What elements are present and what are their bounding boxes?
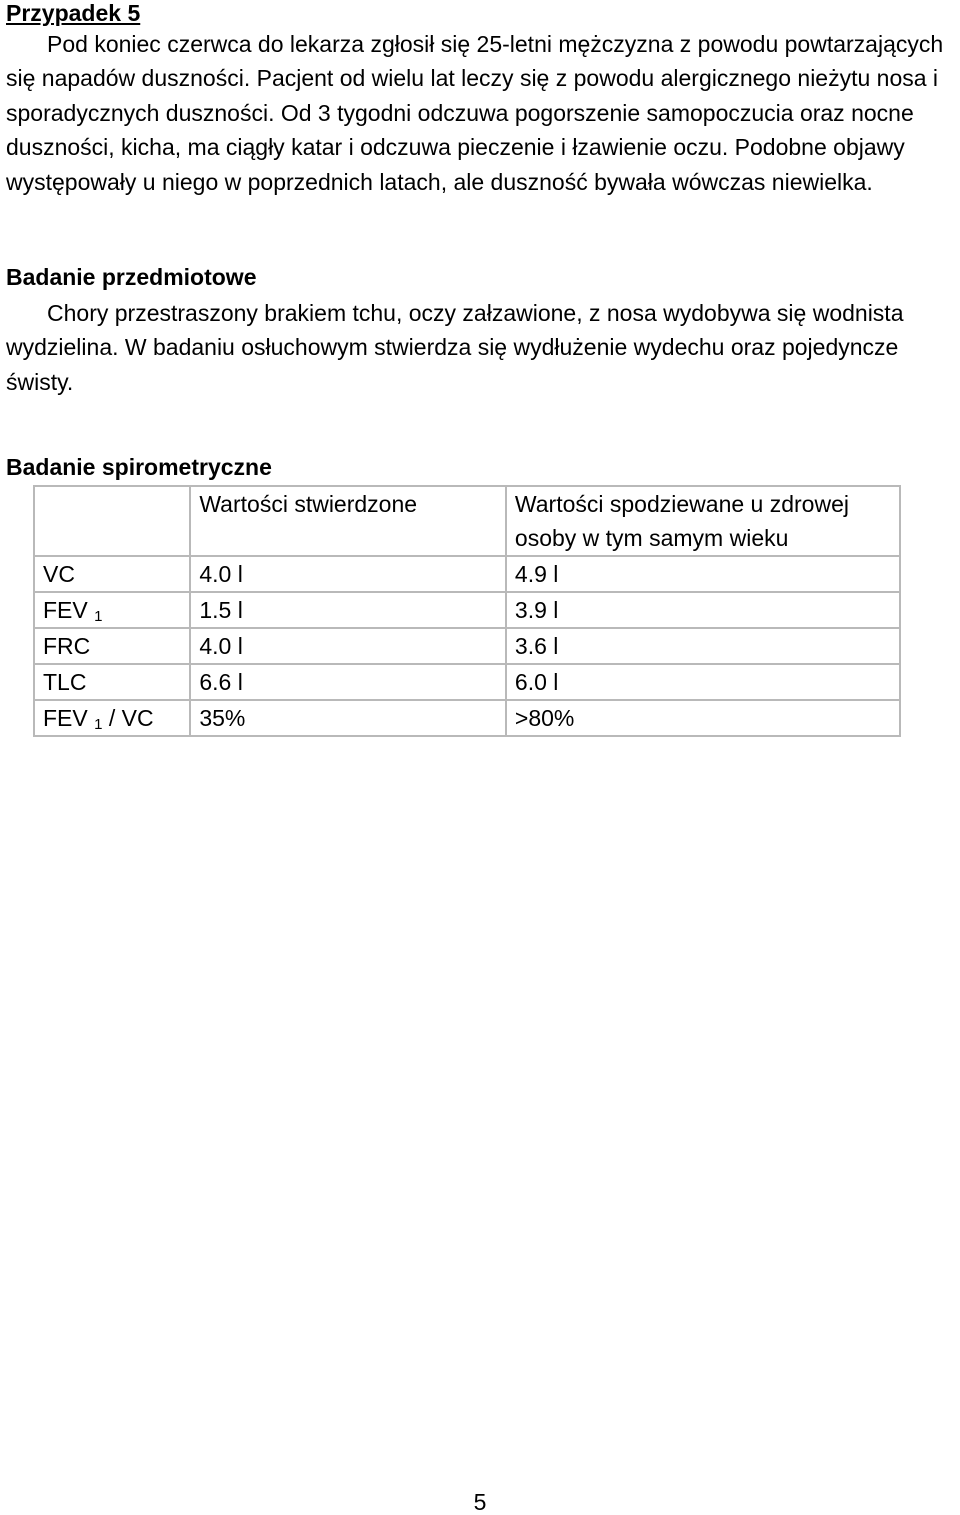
expected-cell: 3.9 l xyxy=(506,592,900,628)
param-name: FRC xyxy=(43,633,91,659)
measured-cell: 35% xyxy=(190,700,506,736)
param-cell xyxy=(34,628,190,664)
param-name: VC xyxy=(43,561,75,587)
measured-cell: 6.6 l xyxy=(190,664,506,700)
param-cell xyxy=(34,592,190,628)
table-row xyxy=(34,556,900,592)
table-row xyxy=(34,664,900,700)
spirometry-table xyxy=(33,485,901,737)
page-number: 5 xyxy=(473,1489,487,1515)
measured-cell: 4.0 l xyxy=(190,556,506,592)
table-header-row xyxy=(34,486,900,556)
physical-exam-heading: Badanie przedmiotowe xyxy=(6,264,257,290)
case-title: Przypadek 5 xyxy=(6,0,141,26)
spirometry-heading: Badanie spirometryczne xyxy=(6,454,272,480)
param-cell xyxy=(34,700,190,736)
expected-cell: 6.0 l xyxy=(506,664,900,700)
param-cell xyxy=(34,664,190,700)
param-name: TLC xyxy=(43,669,87,695)
header-cell-parameter xyxy=(34,486,190,556)
table-row xyxy=(34,592,900,628)
measured-cell: 1.5 l xyxy=(190,592,506,628)
param-subscript: 1 xyxy=(94,608,103,625)
physical-exam-paragraph: Chory przestraszony brakiem tchu, oczy załzawione, z nosa wydobywa się wodnista wydzielina. W badaniu osłuchowym stwierdza się wydłużenie wydechu oraz pojedyncze świsty. xyxy=(6,300,904,395)
param-name: FEV xyxy=(43,705,88,731)
table-row xyxy=(34,700,900,736)
param-cell xyxy=(34,556,190,592)
header-cell-measured: Wartości stwierdzone xyxy=(190,486,506,556)
param-suffix: / VC xyxy=(102,705,154,731)
param-name: FEV xyxy=(43,597,88,623)
case-intro-paragraph: Pod koniec czerwca do lekarza zgłosił się 25-letni mężczyzna z powodu powtarzających się napadów duszności. Pacjent od wielu lat leczy się z powodu alergicznego nieżytu nosa i sporadycznych duszności. Od 3 tygodni odczuwa pogorszenie samopoczucia oraz nocne duszności, kicha, ma ciągły katar i odczuwa pieczenie i łzawienie oczu. Podobne objawy występowały u niego w poprzednich latach, ale duszność bywała wówczas niewielka. xyxy=(6,31,944,195)
expected-cell: 3.6 l xyxy=(506,628,900,664)
header-cell-expected: Wartości spodziewane u zdrowej osoby w tym samym wieku xyxy=(506,486,900,556)
table-row xyxy=(34,628,900,664)
expected-cell: 4.9 l xyxy=(506,556,900,592)
measured-cell: 4.0 l xyxy=(190,628,506,664)
expected-cell: >80% xyxy=(506,700,900,736)
param-subscript: 1 xyxy=(94,716,103,733)
